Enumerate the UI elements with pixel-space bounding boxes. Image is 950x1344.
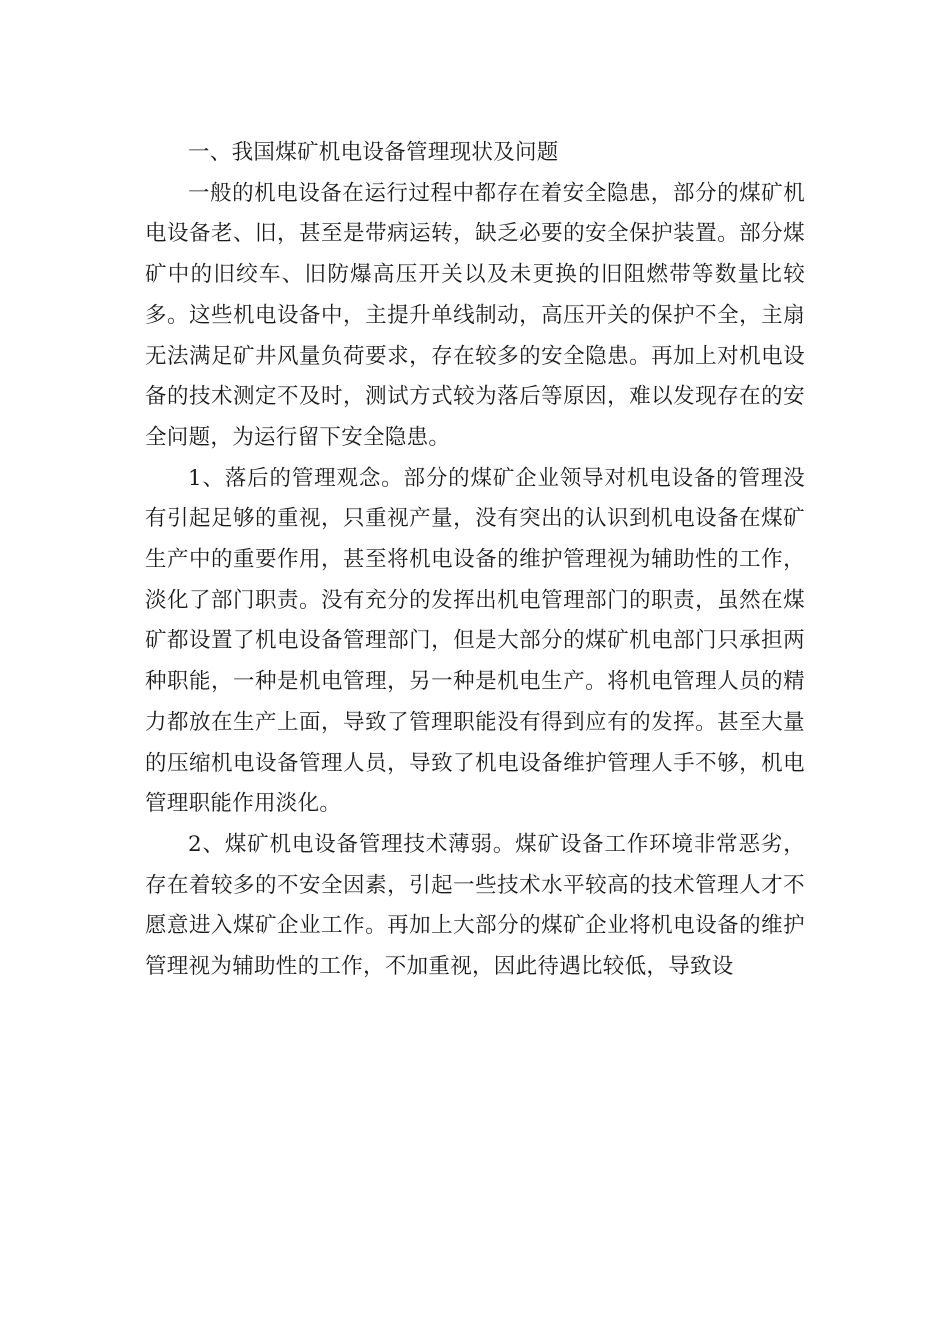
paragraph-overview: 一般的机电设备在运行过程中都存在着安全隐患，部分的煤矿机电设备老、旧，甚至是带病运转，缺乏必要的安全保护装置。部分煤矿中的旧绞车、旧防爆高压开关以及未更换的旧阻燃带等数量比较多。这些机电设备中，主提升单线制动，高压开关的保护不全，主扇无法满足矿井风量负荷要求，存在较多的安全隐患。再加上对机电设备的技术测定不及时，测试方式较为落后等原因，难以发现存在的安全问题，为运行留下安全隐患。 bbox=[145, 180, 805, 450]
section-heading: 一、我国煤矿机电设备管理现状及问题 bbox=[188, 140, 559, 165]
paragraph-management-technology: 2、煤矿机电设备管理技术薄弱。煤矿设备工作环境非常恶劣，存在着较多的不安全因素，引起一些技术水平较高的技术管理人才不愿意进入煤矿企业工作。再加上大部分的煤矿企业将机电设备的维护管理视为辅助性的工作，不加重视，因此待遇比较低，导致设 bbox=[145, 831, 805, 980]
document-body bbox=[145, 133, 805, 988]
paragraph-management-concept: 1、落后的管理观念。部分的煤矿企业领导对机电设备的管理没有引起足够的重视，只重视产量，没有突出的认识到机电设备在煤矿生产中的重要作用，甚至将机电设备的维护管理视为辅助性的工作，淡化了部门职责。没有充分的发挥出机电管理部门的职责，虽然在煤矿都设置了机电设备管理部门，但是大部分的煤矿机电部门只承担两种职能，一种是机电管理，另一种是机电生产。将机电管理人员的精力都放在生产上面，导致了管理职能没有得到应有的发挥。甚至大量的压缩机电设备管理人员，导致了机电设备维护管理人手不够，机电管理职能作用淡化。 bbox=[145, 465, 805, 817]
